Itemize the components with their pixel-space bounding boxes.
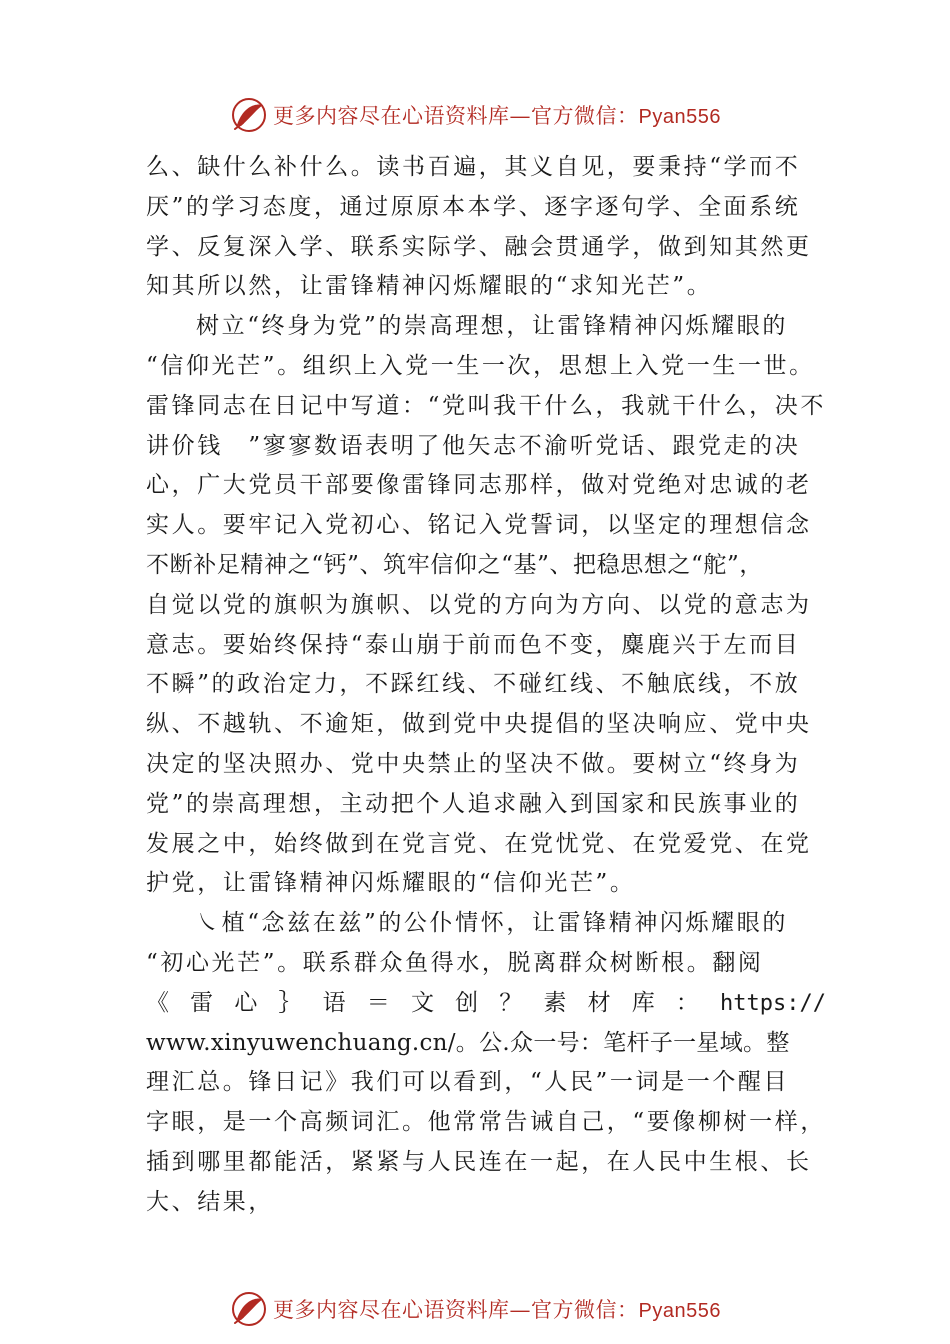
spaced-char: 语 (322, 989, 346, 1016)
text-line: 学、反复深入学、联系实际学、融会贯通学，做到知其然更 (146, 233, 812, 260)
spaced-char: ＝ (366, 989, 390, 1016)
footer-banner (0, 1284, 950, 1334)
spaced-char: 文 (410, 989, 434, 1016)
text-line: 党”的崇高理想，主动把个人追求融入到国家和民族事业的 (146, 790, 801, 817)
document-body (146, 148, 826, 1223)
pen-logo-icon (229, 95, 269, 135)
text-line: 知其所以然，让雷锋精神闪烁耀眼的“求知光芒”。 (146, 273, 713, 300)
spaced-char: 《 (146, 989, 169, 1016)
text-line: 厌”的学习态度，通过原原本本学、逐字逐句学、全面系统 (146, 193, 801, 220)
text-line: 字眼，是一个高频词汇。他常常告诫自己，“要像柳树一样， (146, 1109, 826, 1136)
paragraph-start-line: 树立“终身为党”的崇高理想，让雷锋精神闪烁耀眼的 (196, 313, 788, 340)
spaced-char: 心 (234, 989, 258, 1016)
spaced-char: ｝ (278, 989, 302, 1016)
pen-logo-icon (229, 1289, 269, 1329)
url-fragment: https:// (720, 990, 826, 1016)
text-line: 发展之中，始终做到在党言党、在党忧党、在党爱党、在党 (146, 830, 812, 857)
paragraph-start-line: ㇏植“念兹在兹”的公仆情怀，让雷锋精神闪烁耀眼的 (196, 910, 788, 937)
spaced-char: 雷 (190, 989, 214, 1016)
text-line: 决定的坚决照办、党中央禁止的坚决不做。要树立“终身为 (146, 750, 801, 777)
text-line: 讲价钱 ”寥寥数语表明了他矢志不渝听党话、跟党走的决 (146, 432, 801, 459)
spaced-char: ： (675, 989, 699, 1016)
text-line: 意志。要始终保持“泰山崩于前而色不变，麋鹿兴于左而目 (146, 631, 801, 658)
header-banner-text: 更多内容尽在心语资料库—官方微信：Pyan556 (273, 104, 721, 128)
text-line: 护党，让雷锋精神闪烁耀眼的“信仰光芒”。 (146, 870, 636, 897)
footer-banner-text: 更多内容尽在心语资料库—官方微信：Pyan556 (273, 1298, 721, 1322)
text-line: “初心光芒”。联系群众鱼得水，脱离群众树断根。翻阅 (146, 949, 764, 976)
text-line: “信仰光芒”。组织上入党一生一次，思想上入党一生一世。 (146, 352, 815, 379)
text-line: 理汇总。锋日记》我们可以看到，“人民”一词是一个醒目 (146, 1069, 790, 1096)
url-line: www.xinyuwenchuang.cn/。公.众一号：笔杆子一星域。整 (146, 1029, 790, 1056)
text-line: 自觉以党的旗帜为旗帜、以党的方向为方向、以党的意志为 (146, 591, 812, 618)
text-line: 实人。要牢记入党初心、铭记入党誓词，以坚定的理想信念 (146, 512, 812, 539)
spaced-char: 材 (587, 989, 611, 1016)
header-banner (0, 90, 950, 140)
text-line: 不断补足精神之“钙”、筑牢信仰之“基”、把稳思想之“舵”， (146, 551, 763, 578)
text-line: 心，广大党员干部要像雷锋同志那样，做对党绝对忠诚的老 (146, 472, 812, 499)
text-line-spaced (146, 984, 826, 1024)
spaced-char: 库 (631, 989, 655, 1016)
spaced-char: 创 (455, 989, 479, 1016)
spaced-char: 素 (543, 989, 567, 1016)
spaced-char: ？ (499, 989, 523, 1016)
text-line: 纵、不越轨、不逾矩，做到党中央提倡的坚决响应、党中央 (146, 711, 812, 738)
text-line: 大、结果， (146, 1188, 274, 1215)
text-line: 雷锋同志在日记中写道：“党叫我干什么，我就干什么，决不 (146, 392, 826, 419)
text-line: 么、缺什么补什么。读书百遍，其义自见，要秉持“学而不 (146, 154, 801, 180)
text-line: 插到哪里都能活，紧紧与人民连在一起，在人民中生根、长 (146, 1148, 812, 1175)
text-line: 不瞬”的政治定力，不踩红线、不碰红线、不触底线，不放 (146, 671, 801, 698)
